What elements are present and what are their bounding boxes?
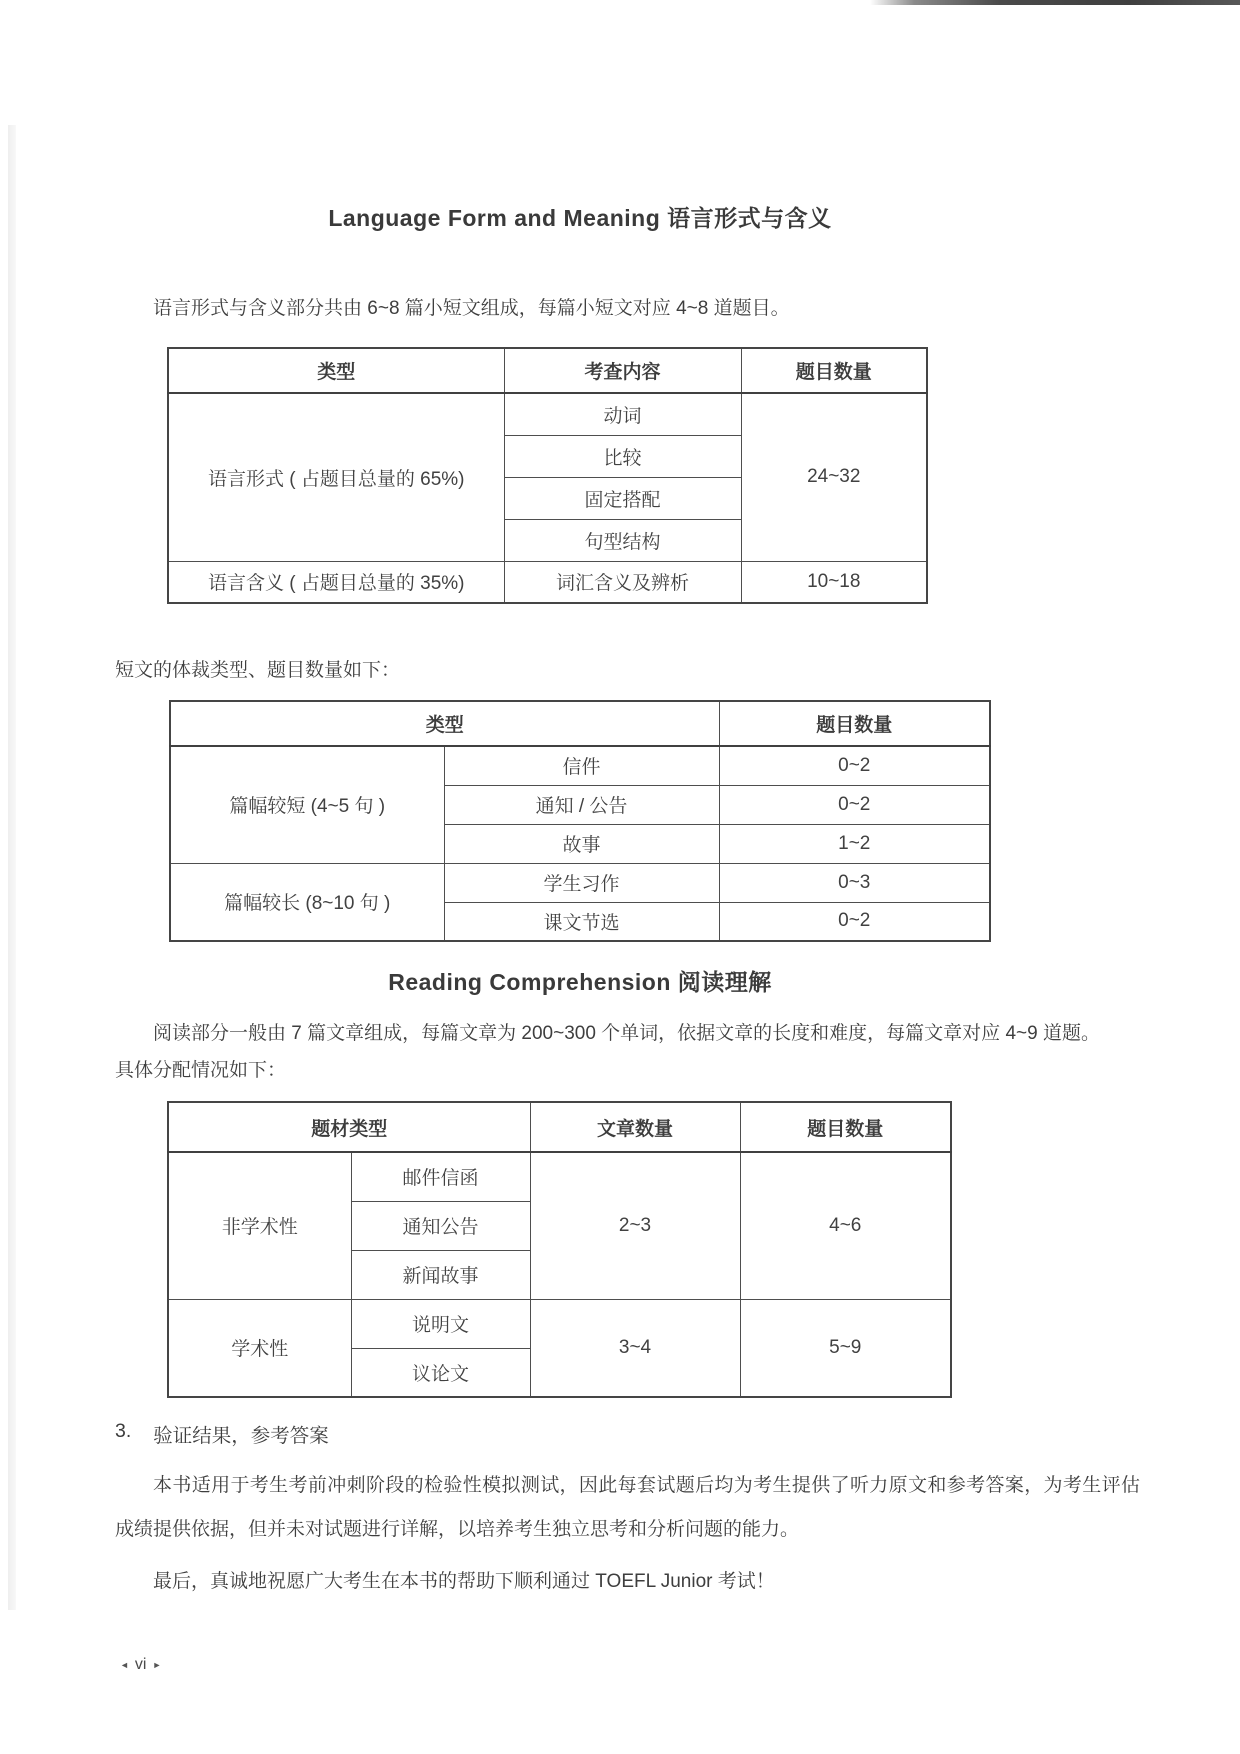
page-footer [120,1656,161,1674]
cell-genre-textbook-excerpt: 课文节选 [444,902,719,941]
column-header-type: 类型 [170,701,719,746]
cell-genre-argumentative: 议论文 [351,1348,530,1397]
cell-content-collocation: 固定搭配 [504,477,741,519]
cell-content-comparison: 比较 [504,435,741,477]
cell-type-non-academic: 非学术性 [168,1152,351,1299]
cell-count-story: 1~2 [719,824,990,863]
cell-content-verb: 动词 [504,393,741,435]
cell-genre-announcement: 通知公告 [351,1201,530,1250]
rc-intro-paragraph: 阅读部分一般由 7 篇文章组成，每篇文章为 200~300 个单词，依据文章的长度和难度，每篇文章对应 4~9 道题。 [153,1023,1100,1044]
closing-paragraph: 最后，真诚地祝愿广大考生在本书的帮助下顺利通过 TOEFL Junior 考试！ [153,1571,775,1592]
table-row [170,863,990,902]
table-row [168,561,927,603]
section-title-reading-comprehension: Reading Comprehension 阅读理解 [388,969,772,995]
section-title-language-form-meaning: Language Form and Meaning 语言形式与含义 [328,205,832,231]
cell-passages-non-academic: 2~3 [530,1152,740,1299]
cell-count-letter: 0~2 [719,746,990,785]
prev-page-arrow-icon: ◄ [120,1660,129,1670]
section3-number: 3. [115,1420,132,1442]
lfm-intro-paragraph: 语言形式与含义部分共由 6~8 篇小短文组成，每篇小短文对应 4~8 道题目。 [153,298,790,319]
cell-questions-academic: 5~9 [740,1299,951,1397]
cell-type-language-form: 语言形式 ( 占题目总量的 65%) [168,393,504,561]
column-header-question-count: 题目数量 [740,1102,951,1152]
cell-count-language-form: 24~32 [741,393,927,561]
column-header-question-count: 题目数量 [741,348,927,393]
cell-passages-academic: 3~4 [530,1299,740,1397]
cell-genre-notice: 通知 / 公告 [444,785,719,824]
cell-count-textbook-excerpt: 0~2 [719,902,990,941]
cell-genre-expository: 说明文 [351,1299,530,1348]
table-header-row [168,1102,951,1152]
column-header-content: 考查内容 [504,348,741,393]
column-header-type: 类型 [168,348,504,393]
table-row [168,1299,951,1348]
cell-genre-student-writing: 学生习作 [444,863,719,902]
cell-content-vocabulary: 词汇含义及辨析 [504,561,741,603]
page-number: vi [134,1656,147,1673]
table-header-row [170,701,990,746]
cell-type-long-passage: 篇幅较长 (8~10 句 ) [170,863,444,941]
lfm-genre-table [169,700,991,942]
cell-type-language-meaning: 语言含义 ( 占题目总量的 35%) [168,561,504,603]
table-header-row [168,348,927,393]
cell-type-short-passage: 篇幅较短 (4~5 句 ) [170,746,444,863]
section3-heading-text: 验证结果，参考答案 [153,1425,329,1447]
cell-genre-email-letter: 邮件信函 [351,1152,530,1201]
column-header-passage-count: 文章数量 [530,1102,740,1152]
cell-count-language-meaning: 10~18 [741,561,927,603]
cell-count-notice: 0~2 [719,785,990,824]
cell-genre-letter: 信件 [444,746,719,785]
column-header-question-count: 题目数量 [719,701,990,746]
table-row [168,393,927,435]
rc-distribution-table [167,1101,952,1398]
table-row [170,746,990,785]
cell-questions-non-academic: 4~6 [740,1152,951,1299]
genre-note-paragraph: 短文的体裁类型、题目数量如下： [115,660,401,681]
section3-body-paragraph: 本书适用于考生考前冲刺阶段的检验性模拟测试，因此每套试题后均为考生提供了听力原文和参考答案，为考生评估成绩提供依据，但并未对试题进行详解，以培养考生独立思考和分析问题的能力。 [115,1475,1140,1540]
next-page-arrow-icon: ► [152,1660,162,1670]
cell-genre-story: 故事 [444,824,719,863]
cell-type-academic: 学术性 [168,1299,351,1397]
lfm-structure-table [167,347,928,604]
cell-content-sentence-structure: 句型结构 [504,519,741,561]
column-header-subject-type: 题材类型 [168,1102,530,1152]
rc-intro-continuation: 具体分配情况如下： [115,1060,287,1081]
cell-count-student-writing: 0~3 [719,863,990,902]
table-row [168,1152,951,1201]
section3-heading [115,1420,1140,1448]
cell-genre-news-story: 新闻故事 [351,1250,530,1299]
